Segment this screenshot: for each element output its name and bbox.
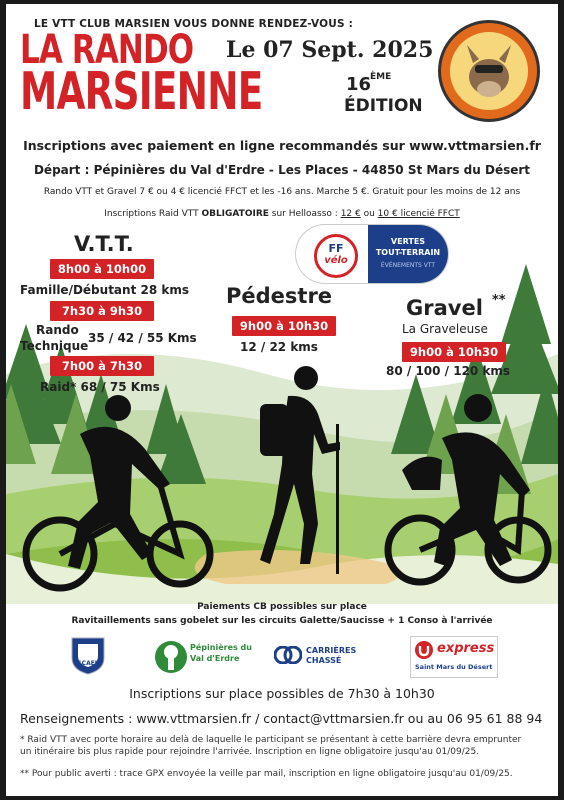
gravel-title-sup: ** (492, 293, 506, 308)
sponsor-express: express Saint Mars du Désert (410, 636, 498, 678)
pedestre-distances: 12 / 22 kms (240, 340, 318, 354)
note-raid-line2: un itinéraire bis plus rapide pour rejoindre l'arrivée. Inscription en ligne obligatoire jusqu'au 01/09/25. (20, 747, 480, 757)
event-date: Le 07 Sept. 2025 (226, 37, 434, 63)
payment-info: Paiements CB possibles sur place (197, 602, 367, 612)
vtt-title: V.T.T. (74, 232, 134, 256)
pricing-info: Rando VTT et Gravel 7 € ou 4 € licencié FFCT et les -16 ans. Marche 5 €. Gratuit pour les moins de 12 ans (43, 187, 521, 197)
scael-shield-icon (66, 636, 110, 676)
mountain-biker-silhouette (20, 394, 220, 614)
vtt-slot2-time: 7h30 à 9h30 (50, 301, 154, 321)
gravel-distances: 80 / 100 / 120 kms (386, 364, 511, 378)
gravel-time: 9h00 à 10h30 (402, 342, 506, 362)
gravel-subtitle: La Graveleuse (402, 322, 488, 336)
gravel-cyclist-silhouette (382, 390, 552, 605)
vtt-slot3-label: Raid* 68 / 75 Kms (40, 380, 160, 394)
vtt-slot3-time: 7h00 à 7h30 (50, 356, 154, 376)
edition-word: ÉDITION (344, 96, 423, 116)
note-gravel: ** Pour public averti : trace GPX envoyée la veille par mail, inscription en ligne obligatoire jusqu'au 01/09/25. (20, 769, 513, 779)
edition-suffix: ÈME (370, 72, 392, 82)
departure-info: Départ : Pépinières du Val d'Erdre - Les Places - 44850 St Mars du Désert (33, 163, 531, 177)
carrieres-logo-icon (274, 646, 302, 664)
ffvelo-badge: FF vélo VERTES TOUT-TERRAIN ÉVÉNEMENTS VTT (296, 225, 448, 283)
hiker-silhouette (248, 364, 358, 574)
title-line-1: LA RANDO (20, 27, 194, 73)
sponsor-scael: SCAEL (66, 636, 110, 676)
contact-info: Renseignements : www.vttmarsien.fr / contact@vttmarsien.fr ou au 06 95 61 88 94 (20, 711, 543, 726)
club-logo (438, 20, 540, 122)
supplies-info: Ravitaillements sans gobelet sur les circuits Galette/Saucisse + 1 Conso à l'arrivée (71, 616, 493, 626)
vtt-slot2-label-b: Technique (20, 339, 89, 353)
vtt-slot1-time: 8h00 à 10h00 (50, 259, 154, 279)
poster (6, 4, 558, 796)
vtt-slot2-distances: 35 / 42 / 55 Kms (88, 331, 197, 345)
ffvelo-logo-icon: FF vélo (314, 234, 358, 278)
note-raid-line1: * Raid VTT avec porte horaire au delà de laquelle le participant se présentant à cette barrière devra emprunter (20, 735, 522, 745)
onsite-registration: Inscriptions sur place possibles de 7h30 à 10h30 (129, 686, 435, 701)
u-logo-icon (415, 641, 433, 659)
vtt-slot1-label: Famille/Débutant 28 kms (20, 283, 189, 297)
pedestre-time: 9h00 à 10h30 (232, 316, 336, 336)
gravel-title: Gravel (406, 296, 483, 320)
vtt-slot2-label-a: Rando (36, 323, 79, 337)
sponsor-pepinieres: Pépinières du Val d'Erdre (154, 636, 250, 676)
title-line-2: MARSIENNE (20, 62, 263, 122)
tree-icon (154, 640, 188, 674)
sponsor-carrieres: CARRIÈRES CHASSÉ (274, 636, 390, 676)
raid-registration-info: Inscriptions Raid VTT OBLIGATOIRE sur Helloasso : 12 € ou 10 € licencié FFCT (104, 209, 460, 219)
pedestre-title: Pédestre (226, 284, 333, 308)
kicker-text: LE VTT CLUB MARSIEN VOUS DONNE RENDEZ-VOUS : (34, 18, 354, 30)
donkey-mascot-icon (457, 45, 521, 101)
edition-number: 16 (346, 74, 372, 95)
online-registration-info: Inscriptions avec paiement en ligne recommandés sur www.vttmarsien.fr (23, 138, 541, 153)
